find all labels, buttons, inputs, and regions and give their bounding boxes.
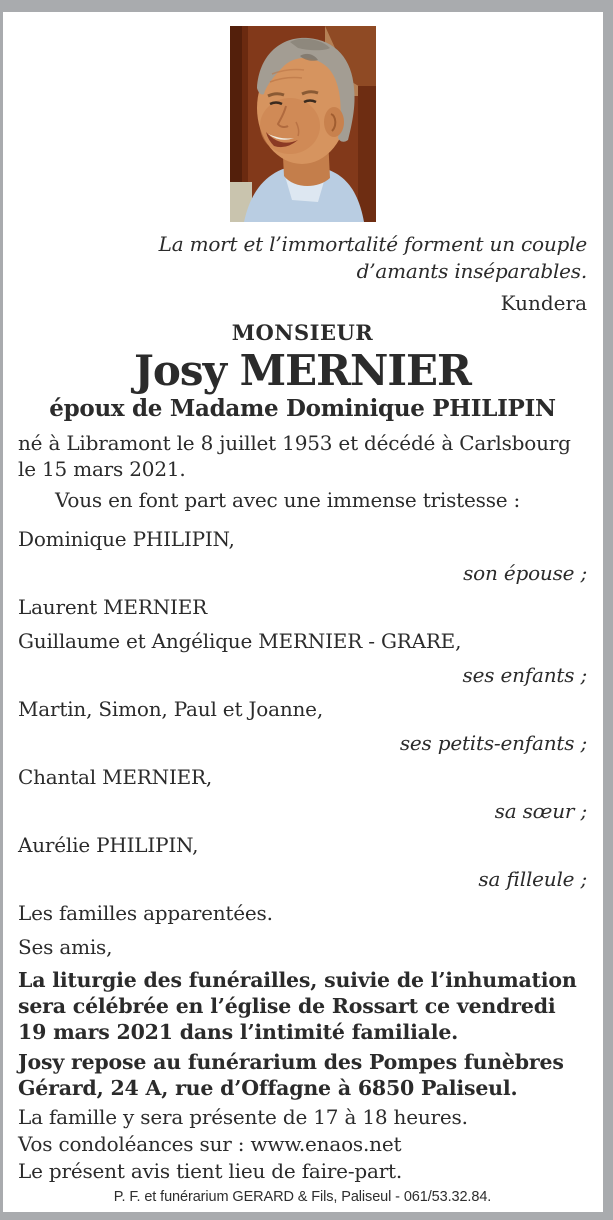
closing-section xyxy=(18,1104,587,1185)
quote xyxy=(18,231,587,285)
family-list xyxy=(18,522,587,964)
obituary-content xyxy=(3,26,603,1206)
obituary-card xyxy=(3,12,603,1212)
quote-line-1: La mort et l’immortalité forment un couple xyxy=(158,232,587,256)
faire-part-notice: Le présent avis tient lieu de faire-part. xyxy=(18,1159,403,1183)
family-relation: sa filleule ; xyxy=(478,867,587,891)
funeral-ceremony-notice: La liturgie des funérailles, suivie de l’inhumation sera célébrée en l’église de Rossart ce vendredi 19 mars 2021 dans l’intimité familiale. xyxy=(18,968,577,1044)
family-relation: ses enfants ; xyxy=(462,663,587,687)
condolences-label: Vos condoléances sur : xyxy=(18,1132,251,1156)
family-member: Les familles apparentées. xyxy=(18,901,273,925)
announcement: Vous en font part avec une immense tristesse : xyxy=(55,488,521,512)
family-member: Dominique PHILIPIN, xyxy=(18,527,235,551)
spouse-line: époux de Madame Dominique PHILIPIN xyxy=(49,395,556,422)
family-member: Guillaume et Angélique MERNIER - GRARE, xyxy=(18,629,462,653)
repose-notice: Josy repose au funérarium des Pompes funèbres Gérard, 24 A, rue d’Offagne à 6850 Paliseul. xyxy=(18,1050,564,1100)
family-member: Chantal MERNIER, xyxy=(18,765,213,789)
life-dates: né à Libramont le 8 juillet 1953 et décédé à Carlsbourg le 15 mars 2021. xyxy=(18,431,571,481)
portrait-photo-illustration xyxy=(230,26,376,222)
family-member: Ses amis, xyxy=(18,935,113,959)
quote-line-2: d’amants inséparables. xyxy=(356,259,587,283)
family-relation: son épouse ; xyxy=(463,561,587,585)
family-member: Laurent MERNIER xyxy=(18,595,207,619)
family-presence: La famille y sera présente de 17 à 18 heures. xyxy=(18,1105,468,1129)
family-relation: ses petits-enfants ; xyxy=(399,731,587,755)
deceased-name: Josy MERNIER xyxy=(134,346,471,395)
condolences-line xyxy=(18,1131,587,1158)
family-relation: sa sœur ; xyxy=(494,799,587,823)
portrait-photo xyxy=(230,26,376,222)
family-member: Aurélie PHILIPIN, xyxy=(18,833,199,857)
civility-title: MONSIEUR xyxy=(231,320,374,345)
funeral-home-credit: P. F. et funérarium GERARD & Fils, Paliseul - 061/53.32.84. xyxy=(113,1189,492,1205)
condolences-link[interactable]: www.enaos.net xyxy=(250,1132,402,1156)
quote-attribution: Kundera xyxy=(500,291,587,315)
family-member: Martin, Simon, Paul et Joanne, xyxy=(18,697,323,721)
